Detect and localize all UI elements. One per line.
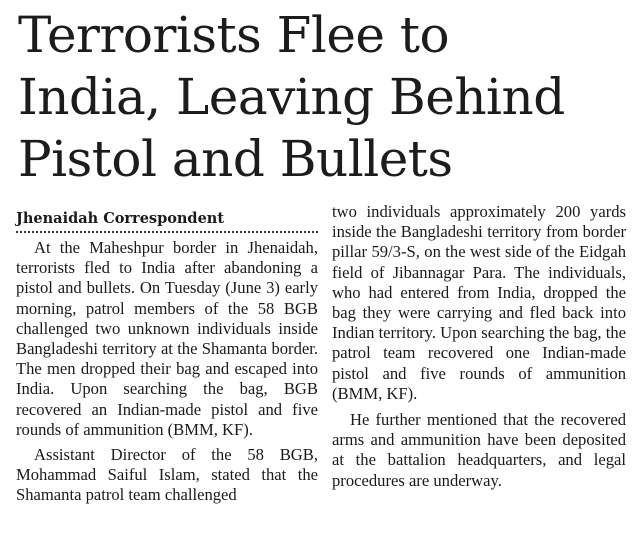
headline-line-3: Pistol and Bullets	[18, 130, 453, 188]
headline-line-2: India, Leaving Behind	[18, 68, 565, 126]
article-paragraph: Assistant Director of the 58 BGB, Mohammad Saiful Islam, stated that the Shamanta patrol team challenged	[16, 445, 318, 505]
article-paragraph: He further mentioned that the recovered arms and ammunition have been deposited at the battalion headquarters, and legal procedures are underway.	[332, 410, 626, 490]
article-column-left	[16, 238, 318, 506]
headline-line-1: Terrorists Flee to	[18, 6, 450, 64]
article-paragraph: At the Maheshpur border in Jhenaidah, terrorists fled to India after abandoning a pistol and bullets. On Tuesday (June 3) early morning, patrol members of the 58 BGB challenged two unknown individuals inside Bangladeshi territory at the Shamanta border. The men dropped their bag and escaped into India. Upon searching the bag, BGB recovered an Indian-made pistol and five rounds of ammunition (BMM, KF).	[16, 238, 318, 439]
article-paragraph: two individuals approximately 200 yards inside the Bangladeshi territory from border pillar 59/3-S, on the west side of the Eidgah field of Jibannagar Para. The individuals, who had entered from India, dropped the bag they were carrying and fled back into Indian territory. Upon searching the bag, the patrol team recovered one Indian-made pistol and five rounds of ammunition (BMM, KF).	[332, 202, 626, 403]
article-column-right	[332, 202, 626, 491]
byline: Jhenaidah Correspondent	[16, 209, 318, 233]
headline	[18, 4, 638, 190]
